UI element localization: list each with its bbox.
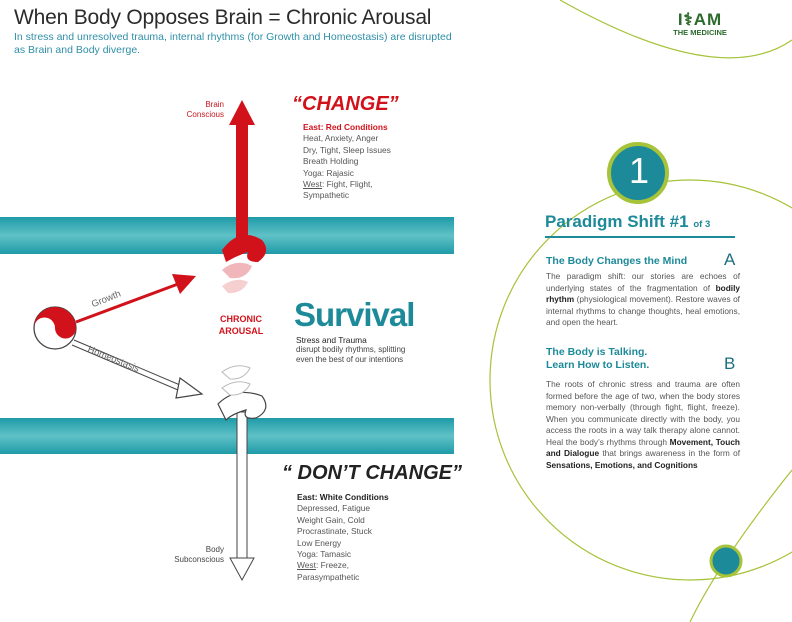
dont-change-conditions — [297, 492, 417, 583]
section-b-text-bold1: Movement, Touch and Dialogue — [546, 436, 740, 458]
body-subconscious-label — [160, 545, 224, 565]
body-label-line2: Subconscious — [174, 555, 224, 564]
paradigm-divider — [545, 236, 735, 238]
dont-west-label: West — [297, 560, 316, 571]
section-a-letter: A — [724, 250, 736, 269]
section-b-text-bold2: Sensations, Emotions, and Cognitions — [546, 459, 698, 470]
growth-label: Growth — [90, 288, 123, 311]
change-line-2: Dry, Tight, Sleep Issues — [303, 144, 391, 155]
survival-heading: Survival — [294, 296, 415, 333]
page-title: When Body Opposes Brain = Chronic Arousal — [14, 6, 432, 29]
change-line-1: Heat, Anxiety, Anger — [303, 133, 379, 144]
survival-description — [296, 335, 416, 365]
dont-change-heading: “ DON’T CHANGE” — [282, 462, 462, 484]
section-b-heading-line2: Learn How to Listen. — [546, 359, 650, 371]
body-label-line1: Body — [205, 545, 224, 554]
paradigm-title-text: Paradigm Shift #1 — [545, 212, 689, 231]
homeostasis-arrow-head — [176, 378, 202, 398]
section-b-text-mid: that brings awareness in the form of — [599, 448, 741, 458]
survival-text: disrupt bodily rhythms, splitting even the best of our intentions — [296, 345, 406, 364]
brain-conscious-label — [160, 100, 224, 120]
change-conditions — [303, 122, 413, 202]
red-up-arrow-head — [229, 100, 255, 125]
dont-last-line: Parasympathetic — [297, 571, 360, 582]
survival-subhead: Stress and Trauma — [296, 335, 367, 345]
section-b-text — [546, 379, 740, 471]
dont-line-1: Depressed, Fatigue — [297, 503, 371, 514]
change-east-heading: East: Red Conditions — [303, 122, 388, 132]
chronic-line2: AROUSAL — [218, 326, 264, 336]
dont-west-text: : Freeze, — [315, 560, 349, 571]
section-b-heading-line1: The Body is Talking. — [546, 346, 648, 358]
section-a-heading: The Body Changes the Mind — [546, 255, 688, 267]
section-a-text-bold: bodily rhythm — [546, 282, 740, 304]
change-last-line: Sympathetic — [303, 190, 350, 201]
white-down-arrow-head — [230, 558, 254, 580]
page-subtitle: In stress and unresolved trauma, internal rhythms (for Growth and Homeostasis) are disrupted as Brain and Body diverge. — [14, 31, 452, 56]
change-west-label: West — [303, 179, 322, 190]
dont-east-heading: East: White Conditions — [297, 492, 389, 502]
small-teal-dot — [711, 546, 741, 576]
paradigm-number: 1 — [628, 150, 650, 191]
dont-line-5: Yoga: Tamasic — [297, 549, 352, 560]
white-down-arrow-shaft — [237, 412, 247, 560]
logo-text: I⚕AM — [677, 10, 723, 29]
section-b-heading — [546, 346, 706, 372]
change-west-line — [303, 179, 413, 190]
logo — [660, 10, 740, 37]
red-up-arrow-shaft — [236, 125, 248, 240]
pink-wave-2 — [222, 280, 248, 293]
change-line-4: Yoga: Rajasic — [303, 167, 354, 178]
change-heading: “CHANGE” — [292, 93, 399, 115]
section-a-text — [546, 271, 740, 329]
section-b-letter: B — [724, 354, 736, 373]
dont-line-4: Low Energy — [297, 537, 342, 548]
pink-wave-1 — [222, 263, 252, 278]
chronic-arousal-label — [212, 313, 270, 337]
logo-tagline: THE MEDICINE — [673, 28, 727, 37]
grey-wave-1 — [222, 366, 250, 379]
bottom-teal-band — [0, 418, 454, 454]
section-b-text-pre: The roots of chronic stress and trauma are often formed before the age of two, when the body stores memory non-verbally (through fight, flight, freeze). When you communicate directly with the body, you access the roots in a way talk therapy alone cannot. Heal the body’s rhythms through — [546, 379, 740, 447]
dont-west-line — [297, 560, 417, 571]
brain-label-line2: Conscious — [186, 110, 224, 119]
paradigm-of-count: of 3 — [693, 219, 711, 230]
change-west-text: : Fight, Flight, — [321, 179, 373, 190]
dont-line-3: Procrastinate, Stuck — [297, 526, 372, 537]
homeostasis-label: Homeostasis — [85, 344, 141, 375]
dont-line-2: Weight Gain, Cold — [297, 514, 365, 525]
paradigm-title — [545, 212, 710, 232]
brain-label-line1: Brain — [205, 100, 224, 109]
green-arc-bottom — [690, 470, 792, 622]
section-a-text-pre: The paradigm shift: our stories are echoes of underlying states of the fragmentation of — [546, 271, 740, 293]
chronic-line1: CHRONIC — [220, 314, 262, 324]
change-line-3: Breath Holding — [303, 156, 359, 167]
section-a-text-post: (physiological movement). Restore waves of internal rhythms to change thoughts, heal emotions, and open the heart. — [546, 294, 740, 327]
